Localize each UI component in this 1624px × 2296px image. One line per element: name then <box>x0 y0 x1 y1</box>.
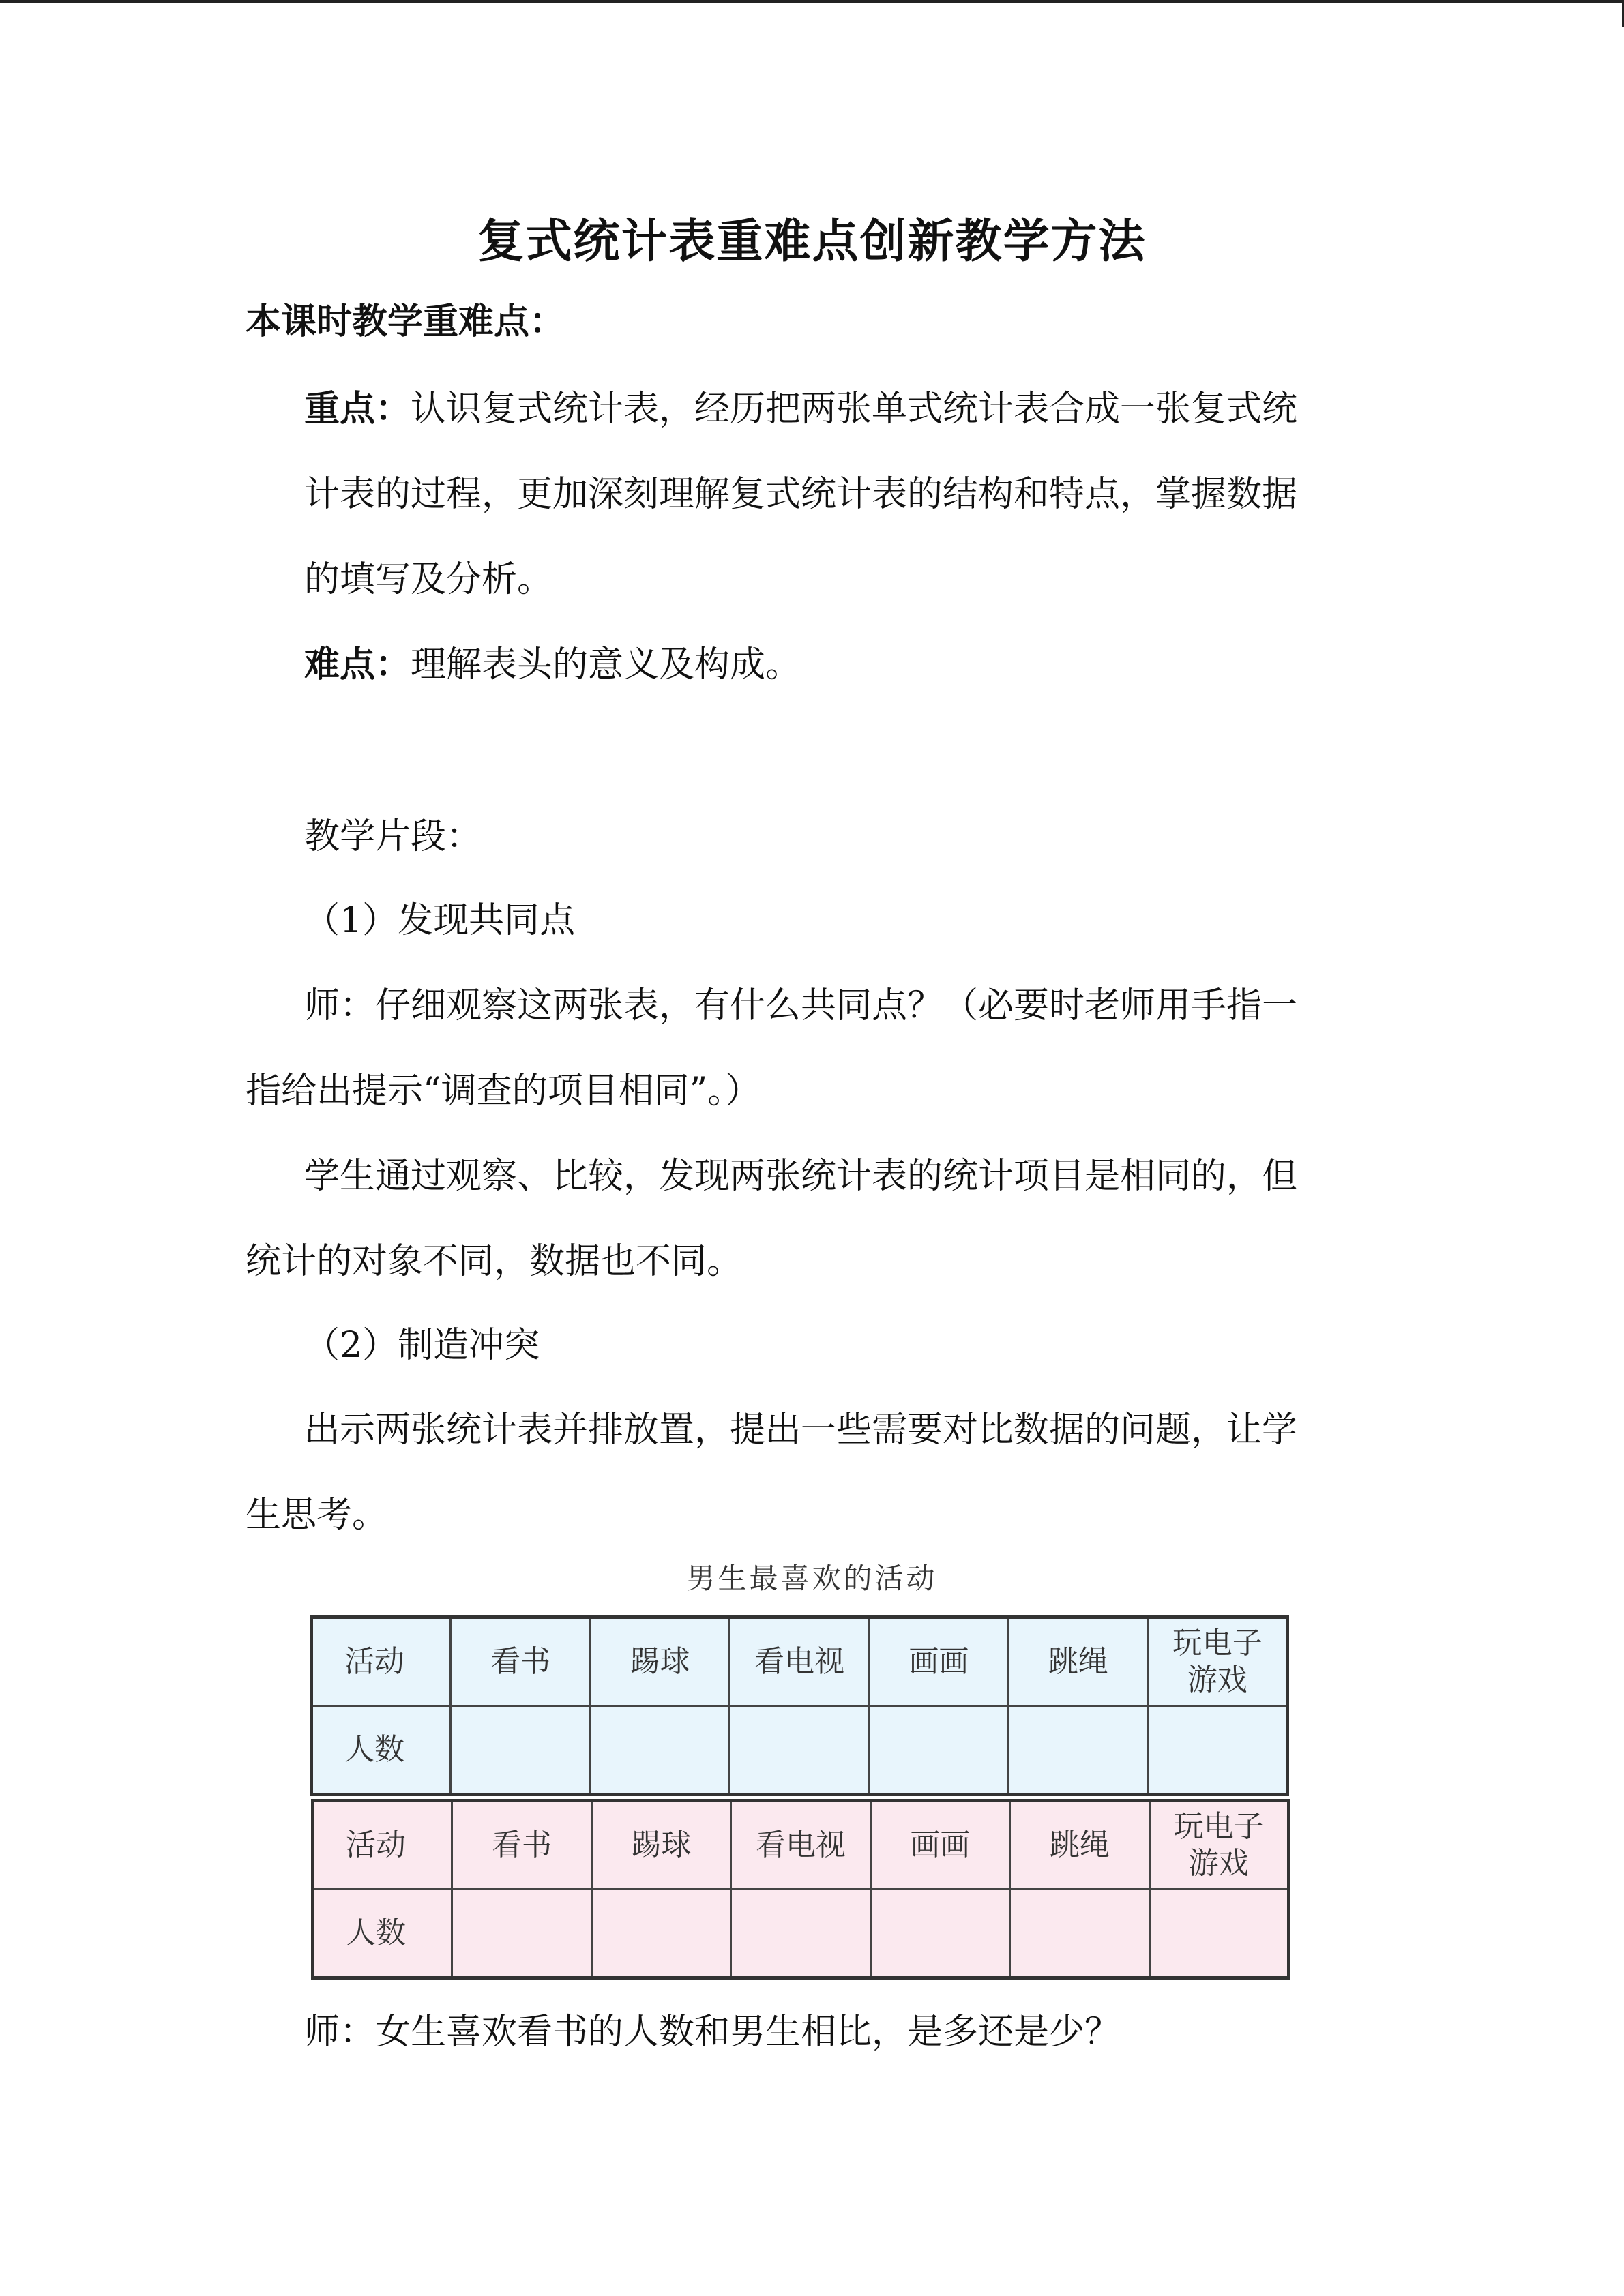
teacher-question-2: 师：女生喜欢看书的人数和男生相比，是多还是少？ <box>304 2012 1121 2053</box>
page-top-border <box>0 0 1624 3</box>
girls-activity-table <box>311 1799 1290 1980</box>
section-heading: 本课时教学重难点： <box>246 301 565 342</box>
teacher-question-1-line-1: 师：仔细观察这两张表，有什么共同点？（必要时老师用手指一 <box>304 985 1298 1026</box>
difficult-point-line <box>304 641 801 689</box>
girls-count-cell <box>1010 1890 1149 1978</box>
boys-activity-cell: 看书 <box>451 1617 590 1706</box>
girls-activity-header: 活动 <box>313 1801 452 1890</box>
difficult-point-label: 难点： <box>304 644 411 685</box>
boys-count-cell <box>730 1706 869 1795</box>
student-observation-line-2: 统计的对象不同，数据也不同。 <box>246 1241 743 1282</box>
girls-count-cell <box>870 1890 1009 1978</box>
girls-activity-video-games-line-2: 游戏 <box>1188 1846 1249 1881</box>
girls-activity-video-games-line-1: 玩电子 <box>1173 1809 1264 1844</box>
girls-activity-cell-video-games <box>1149 1801 1288 1890</box>
key-point-label: 重点： <box>304 388 411 430</box>
key-point-line-1 <box>304 385 1297 433</box>
boys-activity-cell: 跳绳 <box>1009 1617 1148 1706</box>
document-title: 复式统计表重难点创新教学方法 <box>477 214 1147 269</box>
girls-activity-cell: 踢球 <box>591 1801 730 1890</box>
boys-activity-table <box>310 1615 1289 1796</box>
boys-activity-video-games-line-1: 玩电子 <box>1172 1626 1263 1660</box>
boys-count-cell <box>590 1706 729 1795</box>
student-observation-line-1: 学生通过观察、比较，发现两张统计表的统计项目是相同的，但 <box>304 1156 1298 1197</box>
boys-activity-row <box>312 1617 1288 1706</box>
boys-count-header: 人数 <box>312 1706 451 1795</box>
boys-activity-cell: 画画 <box>869 1617 1008 1706</box>
boys-activity-cell: 看电视 <box>730 1617 869 1706</box>
girls-count-cell <box>1149 1890 1288 1978</box>
girls-count-cell <box>591 1890 730 1978</box>
key-point-text-1: 认识复式统计表，经历把两张单式统计表合成一张复式统 <box>411 389 1298 430</box>
boys-activity-cell: 踢球 <box>590 1617 729 1706</box>
boys-count-cell <box>451 1706 590 1795</box>
boys-activity-header: 活动 <box>312 1617 451 1706</box>
girls-count-row <box>313 1890 1289 1978</box>
boys-count-cell <box>1148 1706 1287 1795</box>
girls-activity-row <box>313 1801 1289 1890</box>
boys-count-row <box>312 1706 1288 1795</box>
girls-activity-cell: 跳绳 <box>1010 1801 1149 1890</box>
girls-activity-cell: 看书 <box>452 1801 591 1890</box>
step1-title: （1）发现共同点 <box>304 900 576 941</box>
girls-activity-cell: 画画 <box>870 1801 1009 1890</box>
girls-activity-cell: 看电视 <box>731 1801 870 1890</box>
difficult-point-text: 理解表头的意义及构成。 <box>411 644 801 685</box>
girls-count-cell <box>452 1890 591 1978</box>
boys-count-cell <box>1009 1706 1148 1795</box>
show-tables-line-2: 生思考。 <box>246 1495 388 1536</box>
boys-table-caption: 男生最喜欢的活动 <box>686 1562 938 1595</box>
girls-count-cell <box>731 1890 870 1978</box>
show-tables-line-1: 出示两张统计表并排放置，提出一些需要对比数据的问题，让学 <box>304 1410 1298 1450</box>
key-point-line-2: 计表的过程，更加深刻理解复式统计表的结构和特点，掌握数据 <box>304 474 1298 515</box>
boys-count-cell <box>869 1706 1008 1795</box>
girls-count-header: 人数 <box>313 1890 452 1978</box>
teacher-question-1-line-2: 指给出提示“调查的项目相同”。） <box>246 1071 761 1112</box>
key-point-line-3: 的填写及分析。 <box>304 559 553 600</box>
step2-title: （2）制造冲突 <box>304 1325 540 1366</box>
boys-activity-video-games-line-2: 游戏 <box>1187 1663 1247 1697</box>
boys-activity-cell-video-games <box>1148 1617 1287 1706</box>
teaching-heading: 教学片段： <box>304 816 482 857</box>
